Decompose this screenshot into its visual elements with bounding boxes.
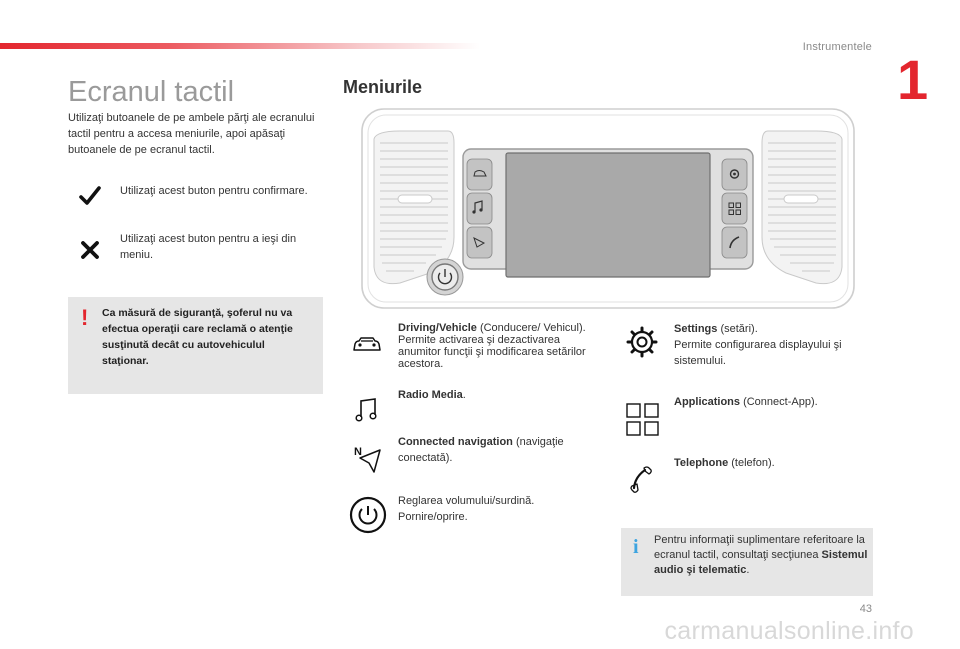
info-link: Sistemul audio şi telematic [654,549,868,576]
chapter-number: 1 [897,48,929,111]
menu-navigation-text [398,434,593,466]
menu-settings-detail: Permite configurarea displayului şi sistemului. [674,339,842,367]
phone-icon [627,462,661,496]
navigation-icon [352,444,386,478]
menu-settings-text [674,321,869,369]
menu-settings-label: Settings [674,323,718,335]
menu-driving-desc: (Conducere/ Vehicul). [479,322,586,334]
intro-paragraph: Utilizaţi butoanele de pe ambele părţi ale ecranului tactil pentru a accesa meniurile, apoi apăsaţi butoanele de pe ecranul tactil. [68,112,315,156]
menu-settings-desc: (setări). [720,323,758,335]
gear-icon [625,325,659,359]
warning-text: Ca măsură de siguranţă, şoferul nu va efectua operaţii care reclamă o atenţie susţinută decât cu autovehiculul staţionar. [102,307,293,367]
header-accent-bar [0,43,480,49]
menu-driving-label: Driving/Vehicle [398,322,477,334]
warning-icon: ! [81,305,89,330]
menu-radio-label: Radio Media [398,389,463,401]
menu-driving-text [398,322,588,370]
info-text [654,533,869,578]
confirm-button-text: Utilizaţi acest buton pentru confirmare. [120,185,308,197]
svg-text:N: N [354,446,362,458]
info-body: Pentru informaţii suplimentare referitoare la ecranul tactil, consultaţi secţiunea [654,534,865,561]
menu-applications-text [674,396,864,408]
menu-navigation-desc: (navigaţie conectată). [398,436,564,464]
page-title: Ecranul tactil [68,76,235,108]
info-box [621,528,873,596]
music-note-icon [350,392,384,426]
watermark: carmanualsonline.info [664,617,914,645]
cross-icon [78,238,102,262]
car-icon [350,328,384,362]
menu-radio-text [398,389,598,401]
dashboard-illustration [360,107,856,310]
menu-navigation-label: Connected navigation [398,436,513,448]
menu-telephone-text [674,457,864,469]
power-icon [349,496,387,534]
page-number: 43 [859,603,872,615]
menu-applications-label: Applications [674,396,741,408]
menu-telephone-label: Telephone [674,457,729,469]
menu-driving-detail: Permite activarea şi dezactivarea anumitor funcţii şi modificarea setărilor acestora. [398,334,586,370]
menu-telephone-desc: (telefon). [731,457,775,469]
info-icon: i [633,536,639,558]
apps-grid-icon [626,403,660,437]
menu-applications-desc: (Connect-App). [743,396,818,408]
menu-radio-desc: . [462,389,466,401]
warning-box [68,297,323,394]
info-end: . [746,564,750,576]
check-icon [78,184,102,208]
exit-button-text: Utilizaţi acest buton pentru a ieşi din meniu. [120,233,297,261]
menu-power-text: Reglarea volumului/surdină. Pornire/oprire. [398,495,535,523]
section-name: Instrumentele [802,41,872,53]
menus-title: Meniurile [343,77,423,97]
